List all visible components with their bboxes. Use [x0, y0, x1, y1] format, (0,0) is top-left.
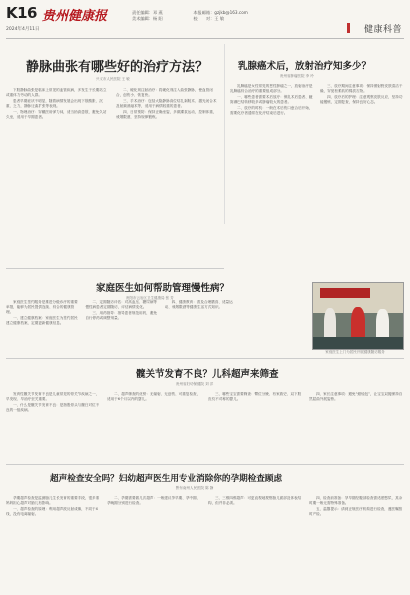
- paragraph: 四、健康教育：普及合理膳食、适量运动、戒烟限酒等健康生活方式知识。: [164, 300, 233, 309]
- masthead-info: [132, 10, 248, 22]
- paragraph: 三、三维四维超声：可更直观地观察胎儿面部及体表结构，但并非必须。: [208, 496, 302, 505]
- text-column: [208, 496, 303, 518]
- article-family-body: [6, 300, 238, 352]
- section-divider: [6, 464, 404, 465]
- paragraph: 二、孕期需要做几次超声：一般建议孕早期、孕中期、孕晚期分别进行检查。: [107, 496, 201, 505]
- photo-banner: [320, 288, 370, 297]
- paragraph: 四、检查前准备：孕早期经腹部检查需适度憋尿，其余时期一般无需特殊准备。: [309, 496, 403, 505]
- photo-person: [324, 308, 337, 341]
- article-byline: 贵州省肿瘤医院 李 玲: [280, 74, 314, 78]
- article-byline: 贵阳市云岩区卫生健康局 张 芳: [126, 296, 174, 300]
- paragraph: 一、哪些患者需要术后放疗：保乳术后患者、腋窝淋巴结转移较多或肿瘤较大的患者。: [230, 95, 313, 104]
- article-byline: 贵州省妇幼保健院 刘 洋: [176, 382, 214, 386]
- paragraph: 四、放疗后的护理：注意观察皮肤反应，坚持功能锻炼，定期复查，保持良好心态。: [320, 95, 403, 104]
- text-column: [230, 84, 314, 117]
- paragraph: 四、家长注意事项：避免“蜡烛包”，让宝宝双腿保持自然屈曲外展姿势。: [309, 392, 403, 401]
- article-title: 家庭医生如何帮助管理慢性病？: [96, 283, 230, 294]
- article-title: 乳腺癌术后，放射治疗知多少？: [238, 61, 372, 72]
- section-marker: [347, 23, 350, 33]
- masthead-row: 美术编辑：杨 阳 校 对：王 敏: [132, 16, 225, 21]
- text-column: [309, 392, 404, 414]
- article-title: 超声检查安全吗？妇幼超声医生用专业消除你的孕期检查顾虑: [50, 474, 283, 484]
- photo-table: [313, 337, 403, 349]
- paragraph: 一、超声检查的原理：利用超声波反射成像，不同于X线，没有电离辐射。: [6, 507, 99, 516]
- page-number: K16: [6, 4, 37, 22]
- section-title: 健康科普: [363, 25, 402, 35]
- paragraph: 三、哪些宝宝需要筛查：臀位分娩、有家族史、双下肢皮纹不对称的婴儿。: [208, 392, 302, 401]
- paragraph: 三、用药指导：指导患者规范用药，避免自行停药或调整剂量。: [85, 311, 158, 320]
- article-title: 静脉曲张有哪些好的治疗方法？: [26, 60, 209, 75]
- paragraph: 一、什么是髋关节发育不良：是指股骨头与髋臼对位不良的一组疾病。: [6, 403, 100, 412]
- text-column: [165, 300, 238, 327]
- article-ultrasound: [6, 468, 404, 590]
- paragraph: 五、温馨提示：请到正规医疗机构进行检查，遵医嘱按时产检。: [309, 507, 403, 516]
- text-column: [320, 84, 404, 117]
- paragraph: 二、硬化剂注射治疗：将硬化剂注入曲张静脉，使血管闭合，创伤小、恢复快。: [116, 88, 213, 97]
- text-column: [6, 88, 110, 121]
- paragraph: 三、放疗期间注意事项：保持照射野皮肤清洁干燥，穿宽松柔软的棉质衣物。: [320, 84, 403, 93]
- article-title: 髋关节发育不良？儿科超声来筛查: [136, 369, 279, 380]
- article-byline: 兴义市人民医院 王 敏: [96, 77, 130, 81]
- paragraph: 一、物理治疗：穿戴医用弹力袜，适当抬高患肢，避免久站久坐，适用于早期患者。: [6, 110, 107, 119]
- paragraph: 三、手术治疗：包括大隐静脉高位结扎剥脱术、激光闭合术及射频消融术等，适用于病情较重的患者。: [116, 99, 217, 108]
- paragraph: 发育性髋关节发育不良是儿童常见的骨关节疾病之一，早发现、早治疗至关重要。: [6, 392, 100, 401]
- article-body: [6, 300, 238, 327]
- article-hip: [6, 362, 404, 462]
- column-divider: [224, 44, 225, 224]
- article-varicose: [6, 56, 220, 264]
- text-column: [6, 392, 101, 414]
- text-column: [85, 300, 158, 327]
- paragraph: 四、日常预防：保持正确坐姿，多做踝泵运动，控制体重，戒烟限酒，坚持规律锻炼。: [116, 110, 217, 119]
- paragraph: 患者早期症状不明显，随着病情发展会出现下肢酸胀、沉重、乏力，静脉迂曲扩张等表现。: [6, 99, 103, 108]
- page-header: [6, 4, 404, 39]
- text-column: [309, 496, 404, 518]
- text-column: [116, 88, 220, 121]
- section-divider: [6, 358, 404, 359]
- text-column: [107, 496, 202, 518]
- photo-caption: 家庭医生上门为居民开展健康随访服务: [325, 350, 385, 354]
- text-column: [107, 392, 202, 414]
- article-body: [6, 392, 404, 414]
- issue-date: 2024年4月11日: [6, 27, 40, 32]
- text-column: [6, 496, 101, 518]
- masthead-row: 责任编辑：邓 燕 本报邮箱：gzjkb@163.com: [132, 10, 248, 15]
- paragraph: 孕期超声检查是监测胎儿生长发育的重要手段，很多准妈妈担心超声对胎儿有影响。: [6, 496, 100, 505]
- paragraph: 二、超声筛查的优势：无辐射、无创伤、可重复检查，适用于6个月以内的婴儿。: [107, 392, 201, 401]
- article-body: [230, 84, 404, 117]
- article-body: [6, 88, 220, 121]
- paragraph: 二、定期随访评估：对高血压、糖尿病等慢性病患者定期随访，评估病情变化。: [85, 300, 158, 309]
- article-byline: 黔东南州人民医院 陈 静: [176, 486, 214, 490]
- article-body: [6, 496, 404, 518]
- text-column: [6, 300, 79, 327]
- paragraph: 下肢静脉曲张是临床上常见的血管疾病，多发生于长期站立或重体力劳动的人群。: [6, 88, 107, 97]
- article-breast: [230, 58, 404, 278]
- paragraph: 二、放疗的时机：一般在术后伤口愈合后开始，需要化疗者通常在化疗结束后进行。: [230, 106, 313, 115]
- paragraph: 一、建立健康档案：家庭医生为签约居民建立健康档案，定期更新健康信息。: [6, 316, 78, 325]
- paragraph: 乳腺癌是女性常见的恶性肿瘤之一，放射治疗是乳腺癌综合治疗的重要组成部分。: [230, 84, 313, 93]
- text-column: [208, 392, 303, 414]
- section-divider: [6, 268, 224, 269]
- paragraph: 家庭医生签约服务是推进分级诊疗的重要举措，能够为居民提供连续、综合的健康管理。: [6, 300, 78, 314]
- paper-logo: 贵州健康报: [42, 9, 108, 24]
- family-doctor-photo: [312, 282, 404, 350]
